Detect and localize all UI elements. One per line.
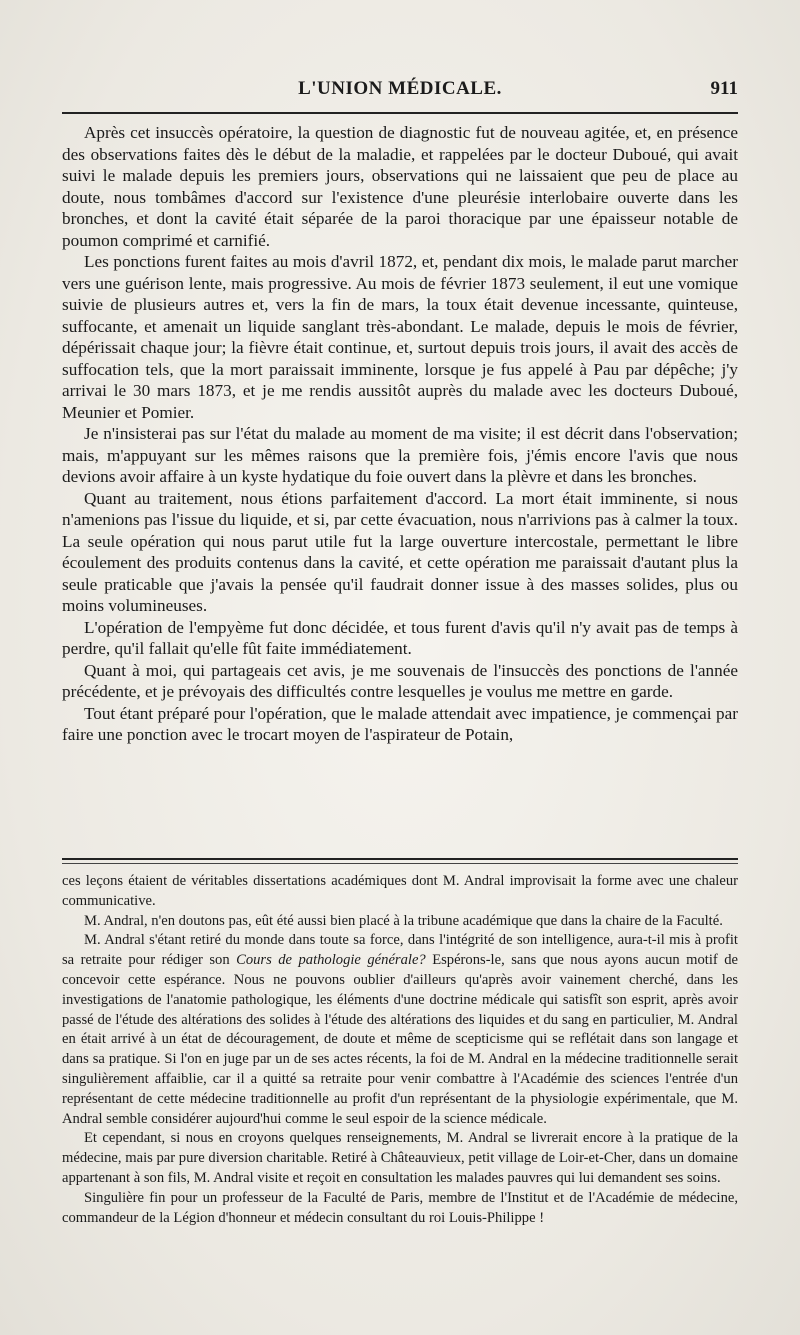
book-title: Cours de pathologie générale? (236, 952, 426, 969)
paragraph: Tout étant préparé pour l'opération, que le malade attendait avec impatience, je commençai par faire une ponction avec le trocart moyen de l'aspirateur de Potain, (62, 703, 738, 744)
feuilleton-text (62, 872, 738, 1228)
main-text (62, 122, 738, 746)
paragraph: Les ponctions furent faites au mois d'avril 1872, et, pendant dix mois, le malade parut marcher vers une guérison lente, mais progressive. Au mois de février 1873 seulement, il eut une vomique suivie de plusieurs autres et, vers la fin de mars, la toux était devenue incessante, quinteuse, suffocante, et amenait un liquide sanglant très-abondant. Le malade, depuis le mois de février, dépérissait chaque jour; la fièvre était continue, et, surtout depuis trois jours, il avait des accès de suffocation tels, que la mort paraissait imminente, lorsque je fus appelé à Pau par dépêche; j'y arrivai le 30 mars 1873, et je me rendis aussitôt auprès du malade avec les docteurs Duboué, Meunier et Pomier. (62, 252, 738, 422)
footnote-separator (62, 858, 738, 860)
paragraph: L'opération de l'empyème fut donc décidée, et tous furent d'avis qu'il n'y avait pas de temps à perdre, qu'il fallait qu'elle fût faite immédiatement. (62, 617, 738, 658)
paragraph: Quant à moi, qui partageais cet avis, je me souvenais de l'insuccès des ponctions de l'année précédente, et je prévoyais des difficultés contre lesquelles je voulus me mettre en garde. (62, 660, 738, 701)
footnote-separator-thin (62, 863, 738, 864)
header-rule (62, 112, 738, 114)
running-title: L'UNION MÉDICALE. (298, 78, 502, 99)
note-text: M. Andral s'étant retiré du monde dans toute sa force, dans l'intégrité de son intelligence, aura-t-il mis à profit sa retraite pour rédiger son (62, 932, 738, 969)
paragraph: Je n'insisterai pas sur l'état du malade au moment de ma visite; il est décrit dans l'observation; mais, m'appuyant sur les mêmes raisons que la première fois, j'émis encore l'avis que nous devions avoir affaire à un kyste hydatique du foie ouvert dans la plèvre et dans les bronches. (62, 424, 738, 486)
note-paragraph: M. Andral, n'en doutons pas, eût été aussi bien placé à la tribune académique que dans la chaire de la Faculté. (84, 912, 723, 929)
note-paragraph: Et cependant, si nous en croyons quelques renseignements, M. Andral se livrerait encore à la pratique de la médecine, mais par pure diversion charitable. Retiré à Châteauvieux, petit village de Loir-et-Cher, dans un domaine appartenant à son fils, M. Andral visite et reçoit en consultation les malades pauvres qui lui demandent ses soins. (62, 1130, 738, 1186)
paragraph: Après cet insuccès opératoire, la question de diagnostic fut de nouveau agitée, et, en présence des observations faites dès le début de la maladie, et rappelées par le docteur Duboué, qui avait suivi le malade depuis les premiers jours, observations qui ne laissaient que peu de place au doute, nous tombâmes d'accord sur l'existence d'une pleurésie interlobaire ouverte dans les bronches, et dont la cavité était séparée de la paroi thoracique par une épaisseur notable de poumon comprimé et carnifié. (62, 123, 738, 250)
note-paragraph: Singulière fin pour un professeur de la Faculté de Paris, membre de l'Institut et de l'Académie de médecine, commandeur de la Légion d'honneur et médecin consultant du roi Louis-Philippe ! (62, 1189, 738, 1226)
paragraph: Quant au traitement, nous étions parfaitement d'accord. La mort était imminente, si nous n'amenions pas l'issue du liquide, et si, par cette évacuation, nous n'arrivions pas à calmer la toux. La seule opération qui nous parut utile fut la large ouverture intercostale, permettant le libre écoulement des produits contenus dans la cavité, et cette opération me paraissait d'autant plus la seule praticable que j'avais la pensée qu'il faudrait donner issue à des masses solides, plus ou moins volumineuses. (62, 488, 738, 615)
note-paragraph (62, 931, 738, 1129)
note-paragraph: ces leçons étaient de véritables dissertations académiques dont M. Andral improvisait la forme avec une chaleur communicative. (62, 873, 738, 909)
note-text: Espérons-le, sans que nous ayons aucun motif de concevoir cette espérance. Nous ne pouvons oublier d'ailleurs qu'après avoir vainement cherché, dans les investigations de l'anatomie pathologique, les éléments d'une doctrine médicale qui satisfît son esprit, après avoir passé de l'étude des altérations des solides à l'étude des altérations des liquides et du sang en particulier, M. Andral en était arrivé à un état de découragement, de doute et même de scepticisme qui se reflétait dans son langage et dans sa pratique. Si l'on en juge par un de ses actes récents, la foi de M. Andral en la médecine traditionnelle serait singulièrement affaiblie, car il a quitté sa retraite pour venir combattre à l'Académie des sciences l'entrée d'un représentant de cette médecine traditionnelle au profit d'un représentant de la physiologie expérimentale, que M. Andral semble considérer aujourd'hui comme le seul espoir de la science médicale. (62, 952, 738, 1127)
page-number: 911 (710, 78, 738, 99)
page-header (62, 78, 738, 108)
